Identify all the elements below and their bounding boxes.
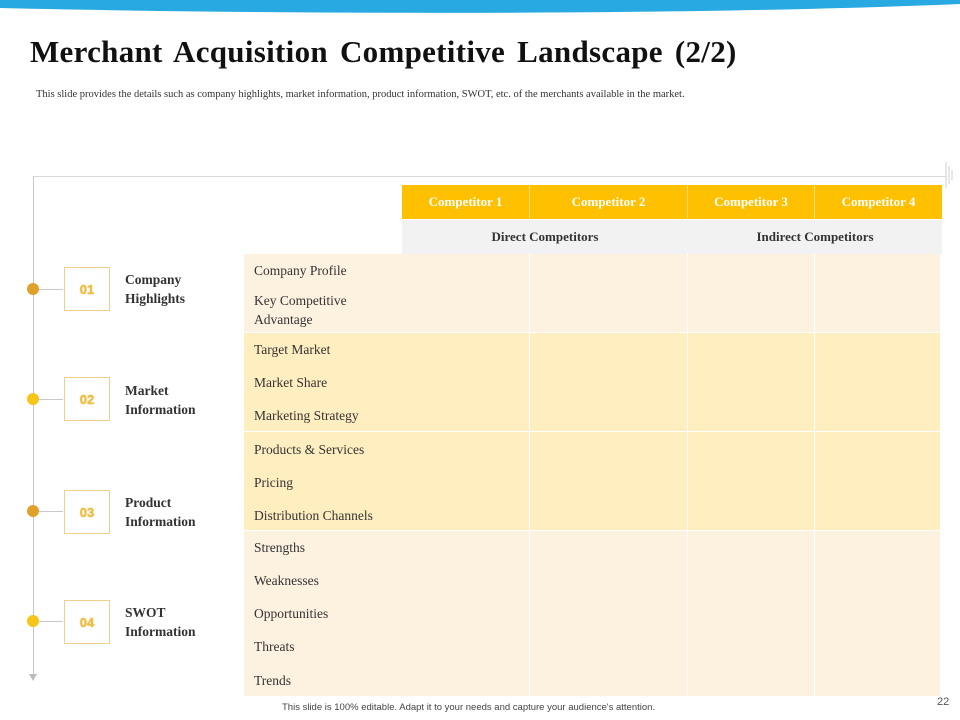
row-label: Distribution Channels	[254, 508, 373, 523]
table-cell	[530, 254, 688, 332]
dot-connector	[39, 511, 63, 512]
row-label: Company Profile	[254, 263, 347, 278]
slide-footer: This slide is 100% editable. Adapt it to your needs and capture your audience's attention.	[282, 702, 656, 713]
row-label: Weaknesses	[254, 573, 319, 588]
table-cell	[815, 254, 941, 332]
competitor-header-cell: Competitor 3	[688, 185, 815, 219]
table-cell	[815, 432, 941, 530]
row-label: Marketing Strategy	[254, 408, 359, 423]
category-number-badge: 03	[64, 490, 110, 534]
row-label: Threats	[254, 639, 295, 654]
category-label: Product Information	[125, 495, 196, 529]
group-header-cell: Direct Competitors	[402, 220, 688, 254]
timeline-dot	[27, 615, 39, 627]
competitor-header-cell: Competitor 4	[815, 185, 942, 219]
group-header-row	[402, 220, 942, 254]
row-label: Trends	[254, 673, 292, 688]
table-cell	[530, 432, 688, 530]
table-cell	[402, 531, 530, 696]
row-label: Opportunities	[254, 606, 329, 621]
slide-subtitle: This slide provides the details such as company highlights, market information, product information, SWOT, etc. of the merchants available in the market.	[36, 89, 685, 100]
row-label-cell	[244, 531, 402, 696]
page-number: 22	[937, 696, 950, 708]
table-cell	[402, 432, 530, 530]
timeline-line	[33, 176, 34, 676]
table-cell	[530, 333, 688, 431]
table-cell	[688, 531, 815, 696]
frame-top-line	[33, 176, 946, 177]
competitor-header-row	[402, 185, 942, 219]
table-cell	[688, 254, 815, 332]
category-number-badge: 04	[64, 600, 110, 644]
table-row-company-highlights	[244, 254, 941, 332]
top-wave-decoration	[0, 0, 960, 16]
row-label: Key Competitive Advantage	[254, 293, 347, 327]
group-header-cell: Indirect Competitors	[688, 220, 942, 254]
category-label: Market Information	[125, 383, 196, 417]
table-row-product-information	[244, 432, 941, 530]
table-cell	[688, 432, 815, 530]
dot-connector	[39, 399, 63, 400]
table-row-swot-information	[244, 531, 941, 696]
row-label: Strengths	[254, 540, 306, 555]
table-cell	[688, 333, 815, 431]
category-label: Company Highlights	[125, 272, 186, 306]
row-label-cell	[244, 432, 402, 530]
row-label: Products & Services	[254, 442, 365, 457]
timeline-dot	[27, 393, 39, 405]
dot-connector	[39, 289, 63, 290]
row-label: Target Market	[254, 342, 331, 357]
table-cell	[530, 531, 688, 696]
row-label-cell	[244, 254, 402, 332]
timeline-arrow-icon	[29, 674, 37, 681]
timeline-dot	[27, 283, 39, 295]
table-cell	[402, 254, 530, 332]
frame-tick-marks	[945, 160, 953, 190]
category-label: SWOT Information	[125, 605, 196, 639]
row-label-cell	[244, 333, 402, 431]
category-number-badge: 01	[64, 267, 110, 311]
category-number-badge: 02	[64, 377, 110, 421]
dot-connector	[39, 621, 63, 622]
slide-title: Merchant Acquisition Competitive Landscape (2/2)	[30, 34, 737, 69]
table-row-market-information	[244, 333, 941, 431]
table-cell	[815, 333, 941, 431]
competitor-header-cell: Competitor 2	[530, 185, 688, 219]
row-label: Market Share	[254, 375, 328, 390]
timeline-dot	[27, 505, 39, 517]
table-cell	[402, 333, 530, 431]
competitor-header-cell: Competitor 1	[402, 185, 530, 219]
table-cell	[815, 531, 941, 696]
row-label: Pricing	[254, 475, 293, 490]
